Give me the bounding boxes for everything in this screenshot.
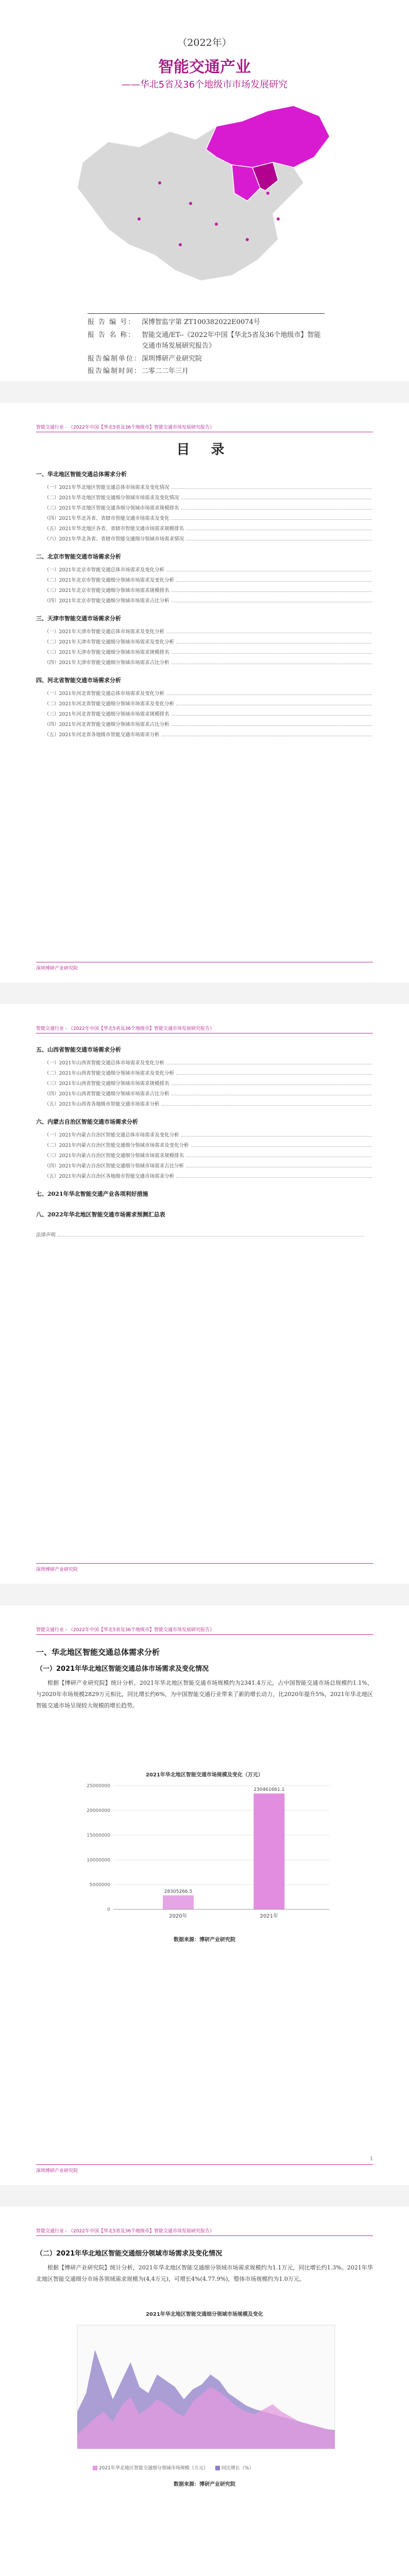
page-footer: 深圳博研产业研究院	[36, 966, 78, 971]
toc-entry[interactable]	[44, 524, 374, 532]
toc-leader-dots	[186, 1162, 372, 1167]
data-label: 28305266.5	[164, 1889, 193, 1894]
x-tick-label: 2021年	[260, 1913, 279, 1919]
toc-entry[interactable]	[44, 1079, 374, 1087]
toc-section[interactable]: 二、北京市智能交通市场需求分析	[36, 553, 121, 560]
legend-item: 同比增长（%）	[215, 2464, 254, 2471]
toc-entry-label: （四）2021年河北省智能交通细分领域市场需求占比分析	[44, 722, 169, 727]
toc-entry[interactable]	[44, 1131, 374, 1138]
toc-entry[interactable]	[44, 1151, 374, 1159]
page-gap	[0, 2185, 409, 2207]
toc-page-1	[0, 403, 409, 982]
toc-entry-label: （二）2021年北京市智能交通细分领域市场需求及变化分析	[44, 578, 175, 583]
footer-line	[36, 2164, 373, 2165]
toc-entry-label: （五）2021年河北省各地级市智能交通市场需求分析	[44, 732, 160, 738]
legend-item: 2021年华北地区智能交通细分领域市场规模（万元）	[93, 2464, 208, 2471]
toc-entry[interactable]	[44, 638, 374, 645]
y-tick-label: 20000000	[87, 1808, 110, 1814]
subsection-heading: （二）2021年华北地区智能交通细分领域市场需求及变化情况	[36, 2250, 223, 2258]
cover-info-row: 报告编制单位：深圳博研产业研究院	[88, 355, 202, 363]
y-tick-label: 0	[107, 1907, 110, 1912]
toc-leader-dots	[181, 504, 372, 510]
toc-entry[interactable]	[44, 1090, 374, 1097]
section-heading: 一、华北地区智能交通总体需求分析	[36, 1648, 160, 1657]
toc-entry[interactable]	[36, 1231, 366, 1238]
cover-year: （2022年）	[177, 37, 232, 48]
content-page-2	[0, 2207, 409, 2576]
toc-leader-dots	[186, 535, 372, 540]
toc-leader-dots	[181, 494, 372, 499]
bar	[163, 1895, 194, 1909]
toc-entry-label: （三）2021年北京市智能交通细分领域市场需求规模排名	[44, 588, 169, 594]
toc-entry-label: （三）2021年山西省智能交通细分领域市场需求规模排名	[44, 1081, 169, 1087]
page-header: 智能交通行业 - 《2022年中国【华北5省及36个地级市】智能交通市场发展研究报告》	[36, 423, 373, 432]
toc-entry[interactable]	[44, 597, 374, 604]
page-number: 1	[370, 2157, 373, 2162]
page-header: 智能交通行业 - 《2022年中国【华北5省及36个地级市】智能交通市场发展研究报告》	[36, 1025, 373, 1033]
body-paragraph: 根据【博研产业研究院】统计分析，2021年华北地区智能交通细分领域市场需求规模约为1.1万元，同比增长约1.3%。2021年华北地区智能交通细分市场各领域需求规模为(4,4万元)，可增长4%(4.77.9%)，整体市场规模约为1.0万元。	[36, 2264, 373, 2282]
cover-subtitle: ——华北5省及36个地级市市场发展研究	[121, 79, 288, 90]
bar	[253, 1793, 284, 1909]
chart-source: 数据来源：博研产业研究院	[174, 1937, 235, 1943]
toc-leader-dots	[181, 1131, 372, 1137]
data-label: 230461661.1	[253, 1787, 285, 1793]
toc-entry-label: （五）2021年山西省各地级市智能交通市场需求分析	[44, 1101, 160, 1107]
toc-entry-label: （一）2021年华北地区智能交通总体市场需求及变化情况	[44, 485, 169, 490]
market-size-bar-chart	[72, 1781, 340, 1925]
cover-info-row: 报 告 编 号： 深博智监字第 ZT100382022E0074号	[88, 318, 260, 326]
toc-leader-dots	[172, 710, 372, 716]
toc-leader-dots	[186, 524, 372, 530]
toc-entry-label: （三）2021年天津市智能交通细分领域市场需求规模排名	[44, 650, 169, 655]
toc-entry[interactable]	[44, 504, 374, 511]
toc-entry[interactable]	[44, 720, 374, 727]
toc-title: 目 录	[176, 442, 233, 457]
page-header: 智能交通行业 - 《2022年中国【华北5省及36个地级市】智能交通市场发展研究报告》	[36, 2227, 373, 2236]
toc-entry[interactable]	[44, 1069, 374, 1076]
toc-entry[interactable]	[44, 628, 374, 635]
china-map-image	[62, 90, 345, 296]
toc-entry-label: （三）2021年内蒙古自治区智能交通细分领域市场需求规模排名	[44, 1153, 184, 1159]
toc-entry-label: （一）2021年河北省智能交通总体市场需求及变化分析	[44, 691, 165, 697]
toc-leader-dots	[172, 483, 372, 489]
page-footer: 深圳博研产业研究院	[36, 1567, 78, 1572]
toc-entry-label: 法律声明	[36, 1232, 56, 1238]
toc-leader-dots	[176, 638, 372, 643]
toc-leader-dots	[172, 720, 372, 726]
toc-leader-dots	[172, 514, 372, 520]
toc-entry-label: （四）2021年内蒙古自治区智能交通细分领域市场需求占比分析	[44, 1163, 184, 1169]
toc-leader-dots	[172, 648, 372, 654]
toc-entry-label: （一）2021年天津市智能交通总体市场需求及变化分析	[44, 629, 165, 635]
page-gap	[0, 982, 409, 1004]
toc-leader-dots	[172, 1090, 372, 1095]
toc-section[interactable]: 八、2022年华北地区智能交通市场需求预测汇总表	[36, 1211, 165, 1218]
toc-leader-dots	[166, 689, 372, 695]
toc-leader-dots	[186, 1151, 372, 1157]
toc-entry[interactable]	[44, 514, 374, 521]
toc-entry[interactable]	[44, 710, 374, 717]
toc-entry-label: （二）2021年山西省智能交通细分领域市场需求及变化分析	[44, 1071, 175, 1076]
chart-title: 2021年华北地区智能交通细分领域市场规模及变化	[146, 2312, 263, 2317]
toc-leader-dots	[172, 1079, 372, 1085]
segment-area-chart	[62, 2320, 350, 2459]
toc-section[interactable]: 四、河北省智能交通市场需求分析	[36, 677, 121, 684]
toc-section[interactable]: 五、山西省智能交通市场需求分析	[36, 1046, 121, 1053]
toc-section[interactable]: 三、天津市智能交通市场需求分析	[36, 615, 121, 622]
toc-entry[interactable]	[44, 731, 374, 738]
toc-leader-dots	[172, 658, 372, 664]
toc-entry-label: （二）2021年内蒙古自治区智能交通细分领域市场需求及变化分析	[44, 1143, 189, 1148]
chart-source: 数据来源：博研产业研究院	[174, 2482, 235, 2487]
toc-entry[interactable]	[44, 689, 374, 697]
toc-entry-label: （一）2021年山西省智能交通总体市场需求及变化分析	[44, 1060, 165, 1066]
toc-entry[interactable]	[44, 1162, 374, 1169]
toc-entry-label: （四）2021年山西省智能交通细分领域市场需求占比分析	[44, 1091, 169, 1097]
toc-leader-dots	[162, 731, 372, 736]
toc-entry-label: （二）2021年天津市智能交通细分领域市场需求及变化分析	[44, 639, 175, 645]
cover-info-row: 报 告 名 称： 智能交通/ET--《2022年中国【华北5省及36个地级市】智能交通市场发展研究报告》	[88, 331, 321, 350]
y-tick-label: 25000000	[87, 1784, 110, 1789]
toc-leader-dots	[176, 576, 372, 582]
toc-page-2	[0, 1004, 409, 1584]
toc-entry[interactable]	[44, 700, 374, 707]
subsection-heading: （一）2021年华北地区智能交通总体市场需求及变化情况	[36, 1665, 209, 1673]
cover-info-row: 报告编制时间：二零二二年三月	[88, 367, 189, 375]
footer-line	[36, 1563, 373, 1564]
toc-entry-label: （四）2021年天津市智能交通细分领域市场需求占比分析	[44, 660, 169, 666]
toc-entry-label: （二）2021年华北地区智能交通细分领域市场需求及变化情况	[44, 495, 179, 501]
toc-entry-label: （三）2021年华北地区智能交通各细分领域市场需求规模排名	[44, 505, 179, 511]
toc-entry[interactable]	[44, 483, 374, 490]
toc-leader-dots	[166, 566, 372, 571]
toc-entry-label: （五）2021年华北地区各省、省辖市智能交通市场需求规模排名	[44, 526, 184, 532]
toc-leader-dots	[162, 1100, 372, 1106]
y-tick-label: 5000000	[89, 1883, 110, 1888]
toc-entry-label: （四）2021年华北各省、省辖市智能交通市场需求及变化	[44, 516, 169, 521]
toc-entry-label: （二）2021年河北省智能交通细分领域市场需求及变化分析	[44, 701, 175, 707]
page-footer: 深圳博研产业研究院	[36, 2168, 78, 2174]
toc-entry-label: （一）2021年北京市智能交通总体市场需求及变化分析	[44, 567, 165, 573]
page-gap	[0, 1584, 409, 1605]
toc-entry[interactable]	[44, 1141, 374, 1148]
toc-entry-label: （五）2021年内蒙古自治区各地级市智能交通市场需求分析	[44, 1174, 175, 1179]
toc-entry[interactable]	[44, 1100, 374, 1107]
content-page-1	[0, 1605, 409, 2185]
toc-leader-dots	[176, 1069, 372, 1075]
toc-section[interactable]: 六、内蒙古自治区智能交通市场需求分析	[36, 1118, 138, 1125]
toc-leader-dots	[176, 1172, 372, 1178]
toc-entry[interactable]	[44, 658, 374, 666]
cover-divider	[88, 313, 325, 314]
body-paragraph: 根据【博研产业研究院】统计分析，2021年华北地区智能交通市场规模约为2341.4万元，占中国智能交通市场总规模约1.1%，与2020年市场规模2829万元相比，同比增长约6%，为中国智能交通行业带来了新的增长动力，比2020年提升5%，2021年华北地区智能交通市场呈现较大规模的增长趋势。	[36, 1680, 373, 1709]
toc-entry[interactable]	[44, 1059, 374, 1066]
toc-entry-label: （六）2021年华北各省、省辖市智能交通细分领域市场需求情况	[44, 536, 184, 542]
toc-entry-label: （一）2021年内蒙古自治区智能交通总体市场需求及变化分析	[44, 1132, 179, 1138]
toc-leader-dots	[176, 700, 372, 705]
toc-entry-label: （三）2021年河北省智能交通细分领域市场需求规模排名	[44, 711, 169, 717]
toc-entry[interactable]	[44, 566, 374, 573]
y-tick-label: 10000000	[87, 1858, 110, 1863]
toc-entry-label: （四）2021年北京市智能交通细分领域市场需求占比分析	[44, 598, 169, 604]
chart-legend	[93, 2464, 253, 2471]
toc-leader-dots	[58, 1231, 364, 1236]
cover-title: 智能交通产业	[158, 58, 251, 76]
y-tick-label: 15000000	[87, 1833, 110, 1838]
toc-entry[interactable]	[44, 1172, 374, 1179]
x-tick-label: 2020年	[169, 1913, 188, 1919]
toc-leader-dots	[191, 1141, 372, 1147]
toc-entry[interactable]	[44, 586, 374, 594]
toc-leader-dots	[166, 628, 372, 633]
toc-entry[interactable]	[44, 648, 374, 655]
chart-title: 2021年华北地区智能交通市场规模及变化（万元）	[146, 1772, 263, 1778]
toc-entry[interactable]	[44, 535, 374, 542]
toc-entry[interactable]	[44, 576, 374, 583]
toc-entry[interactable]	[44, 494, 374, 501]
toc-leader-dots	[166, 1059, 372, 1064]
toc-leader-dots	[172, 586, 372, 592]
toc-section[interactable]: 一、华北地区智能交通总体需求分析	[36, 471, 127, 478]
page-gap	[0, 381, 409, 403]
page-header: 智能交通行业 - 《2022年中国【华北5省及36个地级市】智能交通市场发展研究报告》	[36, 1626, 373, 1635]
cover-page	[0, 0, 409, 381]
toc-leader-dots	[172, 597, 372, 602]
toc-section[interactable]: 七、2021年华北智能交通产业各项利好措施	[36, 1191, 148, 1197]
